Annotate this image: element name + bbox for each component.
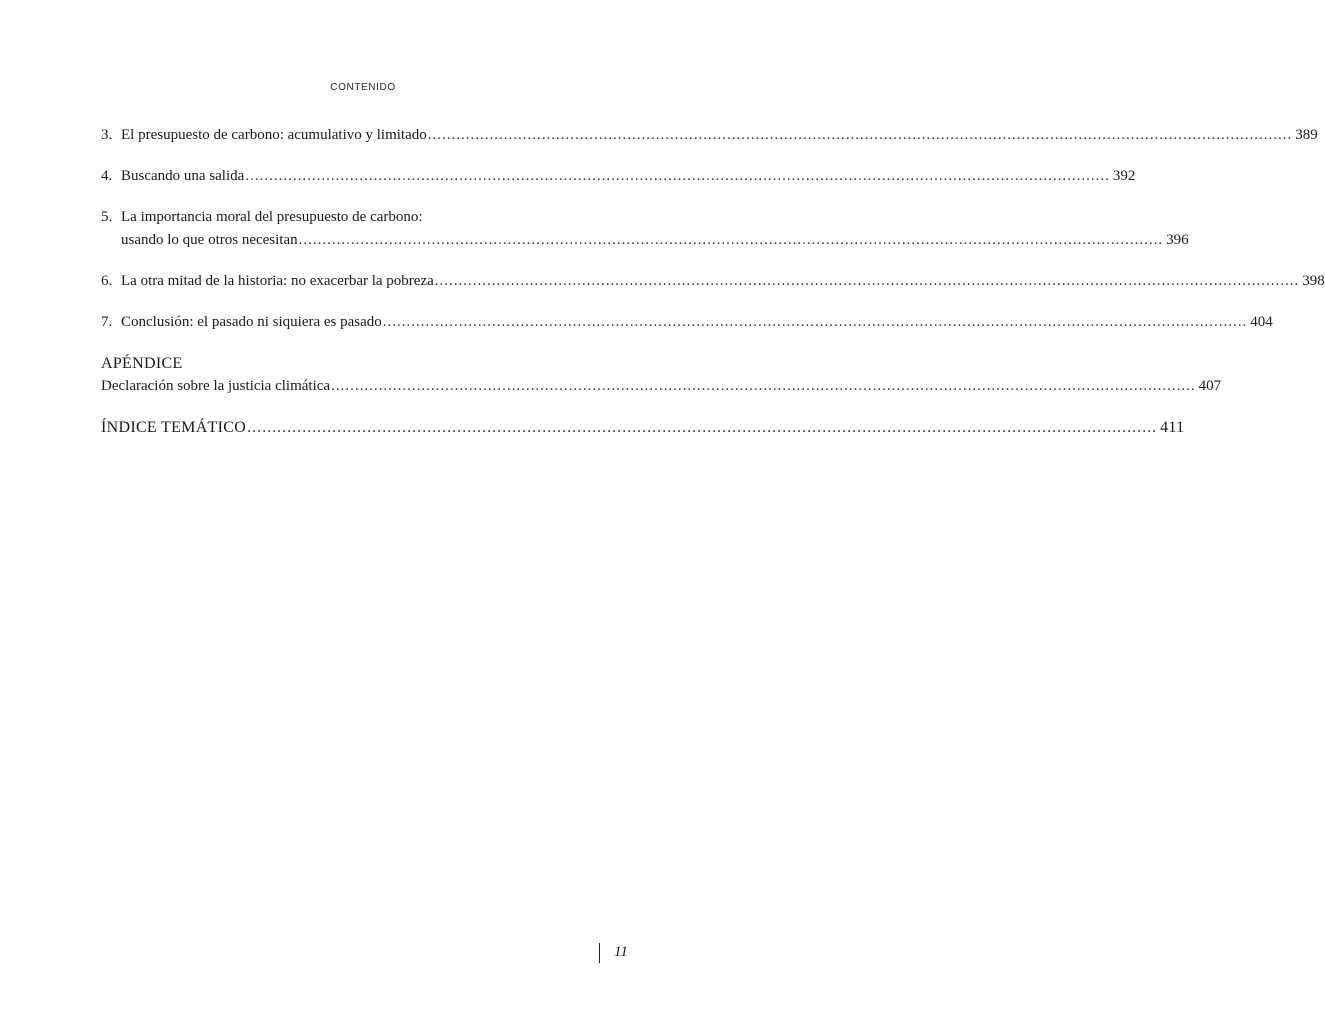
dot-leader: ......................................................................................................................................................................................	[427, 127, 1293, 143]
running-head: CONTENIDO	[330, 82, 396, 93]
dot-leader: ......................................................................................................................................................................................	[247, 419, 1158, 436]
toc-entry-5[interactable]	[101, 206, 1189, 252]
dot-leader: ......................................................................................................................................................................................	[331, 378, 1196, 394]
toc-index[interactable]	[101, 416, 1185, 439]
toc-entry-number: 3.	[101, 127, 113, 143]
dot-leader: ......................................................................................................................................................................................	[298, 232, 1164, 248]
toc-entry-number: 7.	[101, 314, 113, 330]
index-title: ÍNDICE TEMÁTICO	[101, 419, 247, 436]
appendix-heading: APÉNDICE	[101, 355, 183, 372]
toc-entry-page: 392	[1112, 168, 1136, 184]
index-page: 411	[1160, 419, 1185, 436]
toc-entry-title-line2: usando lo que otros necesitan	[121, 232, 298, 248]
toc-entry-title: La otra mitad de la historia: no exacerbar la pobreza	[121, 273, 434, 289]
dot-leader: ......................................................................................................................................................................................	[382, 314, 1248, 330]
toc-entry-4[interactable]	[101, 165, 1136, 188]
toc-appendix[interactable]	[101, 352, 1222, 398]
toc-entry-6[interactable]	[101, 270, 1325, 293]
toc-entry-number: 6.	[101, 273, 113, 289]
toc-entry-title-line1: La importancia moral del presupuesto de carbono:	[121, 209, 423, 225]
toc-entry-3[interactable]	[101, 124, 1318, 147]
appendix-title: Declaración sobre la justicia climática	[101, 378, 331, 394]
dot-leader: ......................................................................................................................................................................................	[245, 168, 1110, 184]
toc-entry-number: 4.	[101, 168, 113, 184]
toc-entry-page: 389	[1295, 127, 1318, 143]
folio-divider	[599, 943, 600, 963]
page-number: 11	[614, 944, 628, 960]
toc-entry-page: 404	[1250, 314, 1273, 330]
toc-entry-number: 5.	[101, 209, 113, 225]
toc-entry-title: El presupuesto de carbono: acumulativo y limitado	[121, 127, 427, 143]
appendix-page: 407	[1198, 378, 1222, 394]
toc-entry-page: 398	[1302, 273, 1325, 289]
toc-entry-title: Conclusión: el pasado ni siquiera es pasado	[121, 314, 382, 330]
dot-leader: ......................................................................................................................................................................................	[434, 273, 1300, 289]
toc-entry-page: 396	[1166, 232, 1189, 248]
toc-entry-title: Buscando una salida	[121, 168, 245, 184]
table-of-contents	[101, 124, 1325, 439]
toc-entry-7[interactable]	[101, 311, 1273, 334]
